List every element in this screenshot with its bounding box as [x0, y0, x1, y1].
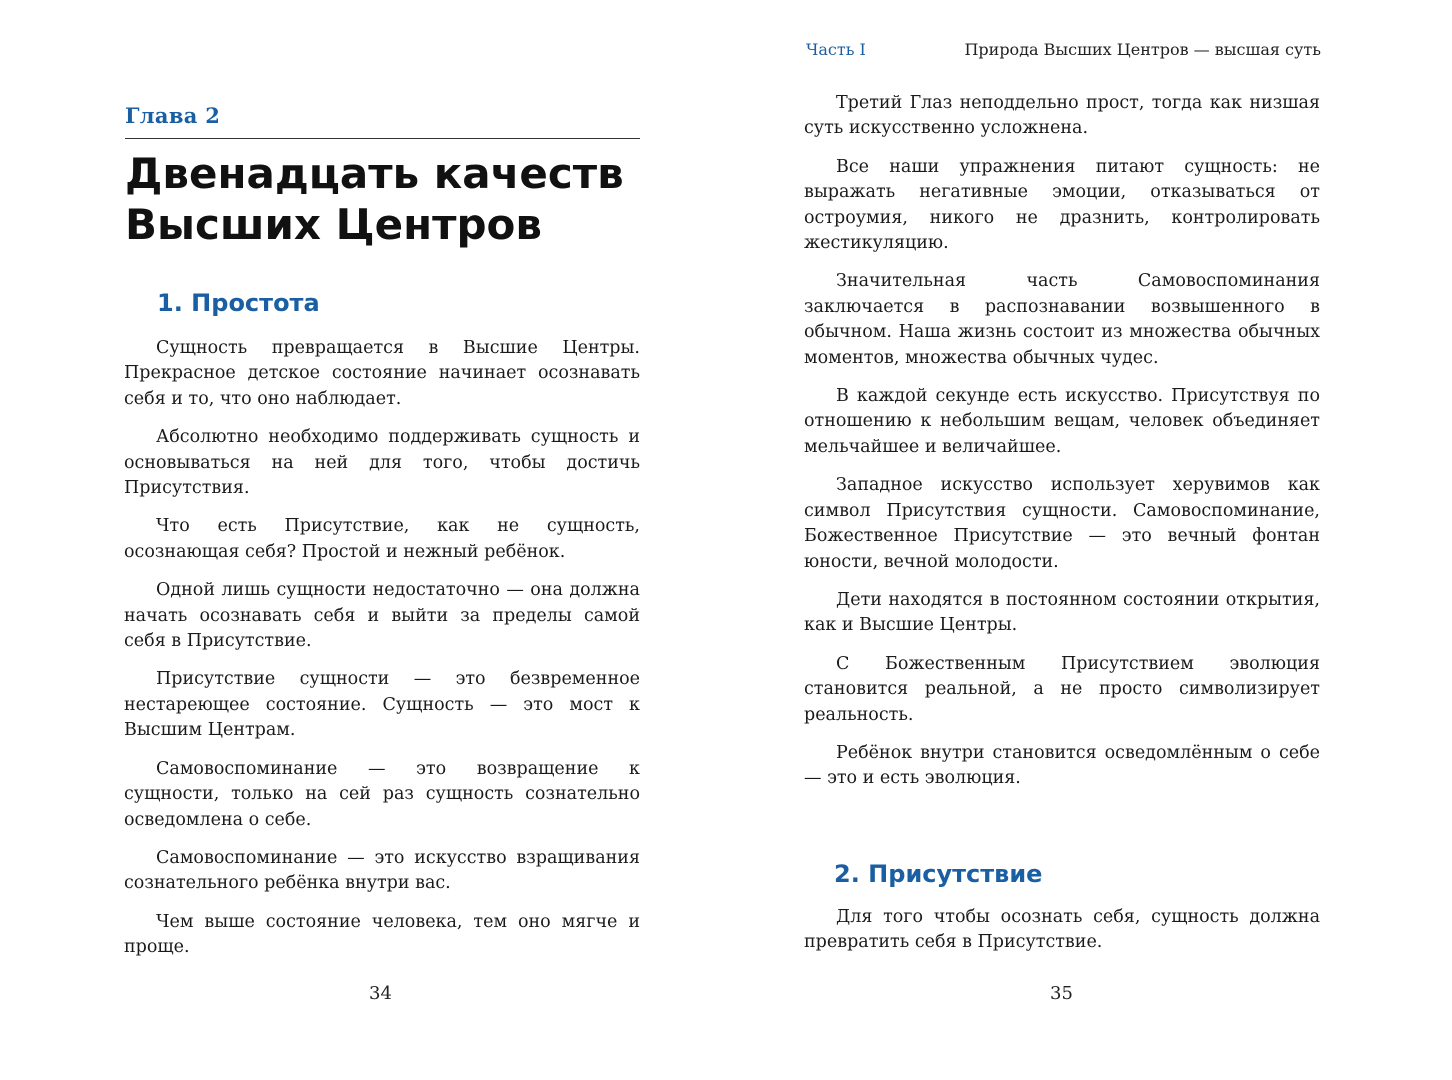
paragraph: Что есть Присутствие, как не сущность, осознающая себя? Простой и нежный ребёнок. [124, 516, 640, 562]
paragraph: Присутствие сущности — это безвременное нестареющее состояние. Сущность — это мост к Высшим Центрам. [124, 669, 640, 741]
paragraph: Ребёнок внутри становится осведомлённым о себе — это и есть эволюция. [804, 742, 1320, 789]
right-body-text [804, 91, 1320, 805]
paragraph: Одной лишь сущности недостаточно — она должна начать осознавать себя и выйти за пределы самой себя в Присутствие. [124, 580, 640, 652]
paragraph: Самовоспоминание — это искусство взращивания сознательного ребёнка внутри вас. [124, 847, 640, 894]
paragraph: Все наши упражнения питают сущность: не выражать негативные эмоции, отказываться от остроумия, никого не дразнить, контролировать жестикуляцию. [804, 156, 1320, 254]
paragraph: Чем выше состояние человека, тем оно мягче и проще. [124, 911, 640, 958]
paragraph: Сущность превращается в Высшие Центры. Прекрасное детское состояние начинает осознавать себя и то, что оно наблюдает. [124, 338, 640, 409]
chapter-title: Двенадцать качеств Высших Центров [125, 149, 624, 249]
paragraph: С Божественным Присутствием эволюция становится реальной, а не просто символизирует реальность. [804, 653, 1320, 725]
page-number-right: 35 [1050, 983, 1073, 1004]
paragraph: Третий Глаз неподдельно прост, тогда как низшая суть искусственно усложнена. [804, 93, 1320, 139]
running-head-part: Часть I [806, 40, 866, 59]
chapter-divider [125, 138, 640, 139]
section-heading-presence: 2. Присутствие [834, 860, 1043, 888]
left-body-text [124, 336, 640, 974]
section-heading-simplicity: 1. Простота [157, 289, 320, 317]
paragraph: Для того чтобы осознать себя, сущность должна превратить себя в Присутствие. [804, 907, 1320, 953]
paragraph: Дети находятся в постоянном состоянии открытия, как и Высшие Центры. [804, 589, 1320, 636]
paragraph: В каждой секунде есть искусство. Присутствуя по отношению к небольшим вещам, человек объединяет мельчайшее и величайшее. [804, 386, 1320, 457]
right-page [726, 0, 1452, 1080]
chapter-label: Глава 2 [125, 103, 221, 128]
page-number-left: 34 [369, 983, 392, 1004]
paragraph: Самовоспоминание — это возвращение к сущности, только на сей раз сущность сознательно осведомлена о себе. [124, 758, 640, 830]
paragraph: Абсолютно необходимо поддерживать сущность и основываться на ней для того, чтобы достичь Присутствия. [124, 427, 640, 499]
paragraph: Западное искусство использует херувимов как символ Присутствия сущности. Самовоспоминание, Божественное Присутствие — это вечный фонтан юности, вечной молодости. [804, 475, 1320, 572]
right-body-text-section2 [804, 905, 1320, 969]
paragraph: Значительная часть Самовоспоминания заключается в распознавании возвышенного в обычном. Наша жизнь состоит из множества обычных моментов, множества обычных чудес. [804, 271, 1320, 368]
running-head-title: Природа Высших Центров — высшая суть [964, 40, 1321, 59]
